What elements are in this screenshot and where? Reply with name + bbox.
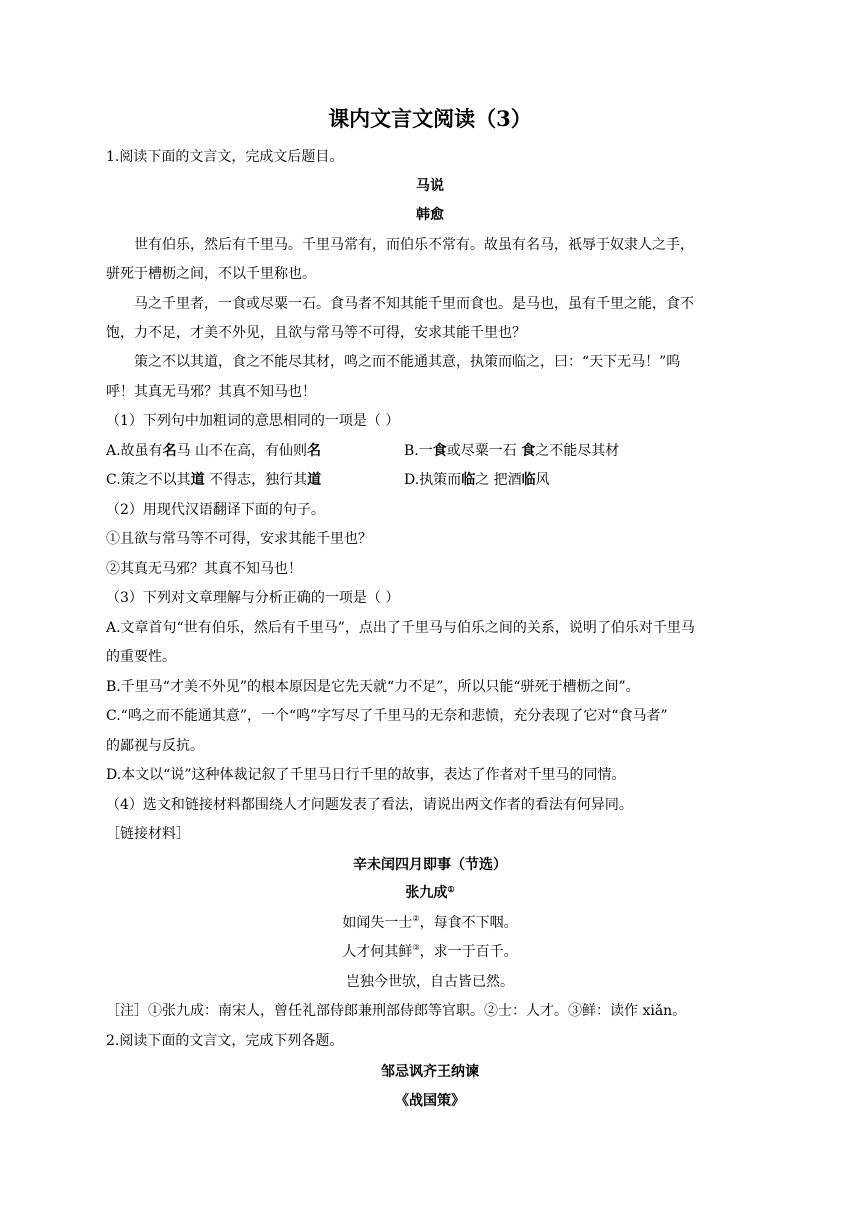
q1-intro: 1.阅读下面的文言文，完成文后题目。 bbox=[106, 149, 344, 165]
sub3-option-d: D.本文以“说”这种体裁记叙了千里马日行千里的故事，表达了作者对千里马的同情。 bbox=[106, 767, 626, 783]
bold-word: 食 bbox=[432, 443, 447, 459]
text-title: 马说 bbox=[416, 178, 444, 194]
option-text: 马 山不在高，有仙则 bbox=[176, 443, 308, 459]
translate-sentence-1: ①且欲与常马等不可得，安求其能千里也？ bbox=[106, 531, 372, 547]
translate-sentence-2: ②其真无马邪？其真不知马也！ bbox=[106, 561, 302, 577]
poem-text: 人才何其鲜 bbox=[342, 944, 413, 960]
bold-word: 名 bbox=[162, 443, 177, 459]
poem-author bbox=[0, 884, 860, 902]
sub3-option-a-cont: 的重要性。 bbox=[106, 649, 176, 665]
footnote-mark: ③ bbox=[412, 943, 420, 952]
footnote-mark: ② bbox=[412, 914, 420, 923]
option-text: D.执策而 bbox=[404, 472, 462, 488]
passage-line: 策之不以其道，食之不能尽其材，鸣之而不能通其意，执策而临之，曰：“天下无马！”呜 bbox=[134, 354, 681, 370]
passage-line: 呼！其真无马邪？其真不知马也！ bbox=[106, 384, 316, 400]
option-text: 之 把酒 bbox=[475, 472, 522, 488]
option-text: 之不能尽其材 bbox=[535, 443, 620, 459]
option-text: C.策之不以其 bbox=[106, 472, 191, 488]
option-c bbox=[106, 471, 321, 489]
page-title: 课内文言文阅读（3） bbox=[328, 106, 532, 131]
poem-line bbox=[0, 914, 860, 932]
sub3-option-a: A.文章首句“世有伯乐，然后有千里马”，点出了千里马与伯乐之间的关系，说明了伯乐对千里马 bbox=[106, 620, 695, 636]
sub2-question: （2）用现代汉语翻译下面的句子。 bbox=[106, 502, 325, 518]
poem-title: 辛未闰四月即事（节选） bbox=[353, 857, 507, 873]
poem-text: ，每食不下咽。 bbox=[419, 915, 518, 931]
sub3-option-c-cont: 的鄙视与反抗。 bbox=[106, 738, 204, 754]
bold-word: 临 bbox=[461, 472, 476, 488]
option-d bbox=[404, 471, 550, 489]
option-text: 或尽粟一石 bbox=[446, 443, 522, 459]
passage-line: 马之千里者，一食或尽粟一石。食马者不知其能千里而食也。是马也，虽有千里之能，食不 bbox=[134, 296, 694, 312]
option-text: 风 bbox=[535, 472, 550, 488]
footnote-mark: ① bbox=[447, 884, 455, 894]
sub3-question: （3）下列对文章理解与分析正确的一项是（ ） bbox=[106, 590, 400, 606]
bold-word: 食 bbox=[521, 443, 536, 459]
option-text: 不得志，独行其 bbox=[204, 472, 308, 488]
q2-text-title: 邹忌讽齐王纳谏 bbox=[381, 1064, 479, 1080]
option-a bbox=[106, 442, 321, 460]
sub4-question: （4）选文和链接材料都围绕人才问题发表了看法，请说出两文作者的看法有何异同。 bbox=[106, 797, 633, 813]
option-text: A.故虽有 bbox=[106, 443, 163, 459]
option-text: B.一 bbox=[404, 443, 433, 459]
option-b bbox=[404, 442, 619, 460]
poem-text: 岂独今世欤，自古皆已然。 bbox=[346, 974, 514, 990]
sub3-option-b: B.千里马“才美不外见”的根本原因是它先天就“力不足”，所以只能“骈死于槽枥之间”。 bbox=[106, 679, 640, 695]
poem-text: 如闻失一士 bbox=[342, 915, 413, 931]
sub3-option-c: C.“鸣之而不能通其意”，一个“鸣”字写尽了千里马的无奈和悲愤，充分表现了它对“食马者” bbox=[106, 708, 668, 724]
poet-name: 张九成 bbox=[405, 885, 448, 901]
q2-source: 《战国策》 bbox=[395, 1093, 465, 1109]
sub1-question: （1）下列句中加粗词的意思相同的一项是（ ） bbox=[106, 413, 400, 429]
bold-word: 临 bbox=[521, 472, 536, 488]
bold-word: 道 bbox=[190, 472, 205, 488]
poem-line bbox=[0, 973, 860, 991]
passage-line: 饱，力不足，才美不外见，且欲与常马等不可得，安求其能千里也？ bbox=[106, 325, 526, 341]
passage-line: 骈死于槽枥之间，不以千里称也。 bbox=[106, 266, 316, 282]
text-author: 韩愈 bbox=[416, 207, 444, 223]
bold-word: 名 bbox=[307, 443, 322, 459]
bold-word: 道 bbox=[307, 472, 322, 488]
link-label: ［链接材料］ bbox=[106, 826, 190, 842]
q2-intro: 2.阅读下面的文言文，完成下列各题。 bbox=[106, 1033, 344, 1049]
passage-line: 世有伯乐，然后有千里马。千里马常有，而伯乐不常有。故虽有名马，祇辱于奴隶人之手， bbox=[134, 237, 694, 253]
poem-note: ［注］①张九成：南宋人，曾任礼部侍郎兼刑部侍郎等官职。②士：人才。③鲜：读作 xiǎn。 bbox=[106, 1003, 687, 1019]
poem-line bbox=[0, 943, 860, 961]
poem-text: ，求一于百千。 bbox=[419, 944, 518, 960]
